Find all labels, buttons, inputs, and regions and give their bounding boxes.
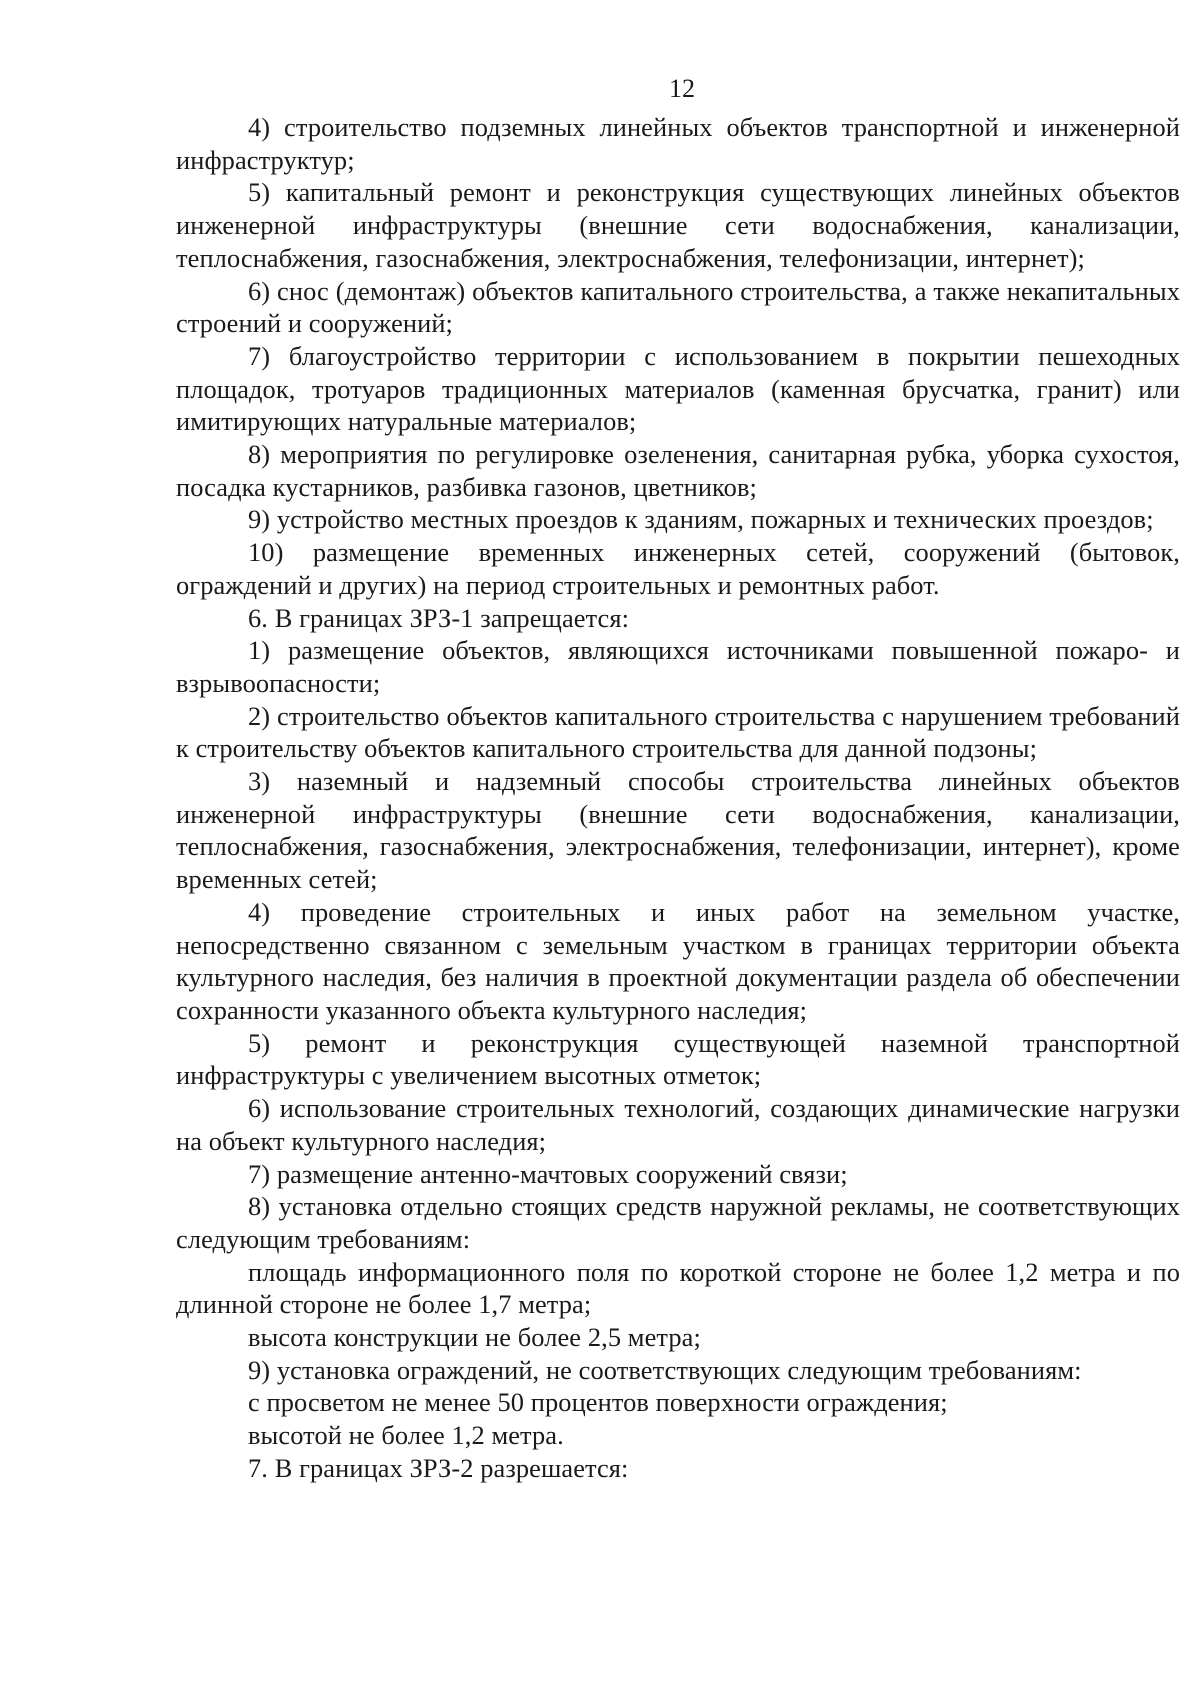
- paragraph: 1) размещение объектов, являющихся источниками повышенной пожаро- и взрывоопасности;: [176, 635, 1180, 698]
- paragraph: 9) устройство местных проездов к зданиям, пожарных и технических проездов;: [248, 504, 1154, 535]
- paragraph: 9) установка ограждений, не соответствующих следующим требованиям:: [248, 1354, 1082, 1385]
- paragraph: высотой не более 1,2 метра.: [248, 1420, 564, 1451]
- page-number: 12: [669, 74, 695, 103]
- paragraph: с просветом не менее 50 процентов поверхности ограждения;: [248, 1387, 948, 1418]
- paragraph: 2) строительство объектов капитального строительства с нарушением требований к строительству объектов капитального строительства для данной подзоны;: [176, 700, 1180, 764]
- paragraph: 10) размещение временных инженерных сетей, сооружений (бытовок, ограждений и других) на период строительных и ремонтных работ.: [176, 537, 1180, 600]
- paragraph: высота конструкции не более 2,5 метра;: [248, 1322, 701, 1353]
- paragraph: 4) строительство подземных линейных объектов транспортной и инженерной инфраструктур;: [176, 112, 1180, 175]
- paragraph: 6) снос (демонтаж) объектов капитального строительства, а также некапитальных строений и сооружений;: [176, 275, 1180, 339]
- paragraph: 3) наземный и надземный способы строительства линейных объектов инженерной инфраструктуры (внешние сети водоснабжения, канализации, теплоснабжения, газоснабжения, электроснабжения, телефонизации, интернет), кроме временных сетей;: [176, 766, 1180, 895]
- paragraph: 5) капитальный ремонт и реконструкция существующих линейных объектов инженерной инфраструктуры (внешние сети водоснабжения, канализации, теплоснабжения, газоснабжения, электроснабжения, телефонизации, интернет);: [176, 177, 1180, 273]
- paragraph: 7) размещение антенно-мачтовых сооружений связи;: [248, 1158, 848, 1189]
- paragraph: 4) проведение строительных и иных работ на земельном участке, непосредственно связанном с земельным участком в границах территории объекта культурного наследия, без наличия в проектной документации раздела об обеспечении сохранности указанного объекта культурного наследия;: [176, 896, 1180, 1025]
- paragraph: площадь информационного поля по короткой стороне не более 1,2 метра и по длинной стороне не более 1,7 метра;: [176, 1256, 1180, 1320]
- paragraph: 7) благоустройство территории с использованием в покрытии пешеходных площадок, тротуаров традиционных материалов (каменная брусчатка, гранит) или имитирующих натуральные материалов;: [176, 340, 1180, 437]
- paragraph: 6) использование строительных технологий, создающих динамические нагрузки на объект культурного наследия;: [176, 1093, 1180, 1156]
- section-heading: 6. В границах ЗРЗ-1 запрещается:: [248, 602, 630, 633]
- paragraph: 5) ремонт и реконструкция существующей наземной транспортной инфраструктуры с увеличением высотных отметок;: [176, 1027, 1180, 1091]
- document-body: [176, 111, 1180, 1485]
- paragraph: 8) установка отдельно стоящих средств наружной рекламы, не соответствующих следующим требованиям:: [176, 1191, 1180, 1254]
- section-heading: 7. В границах ЗРЗ-2 разрешается:: [248, 1452, 629, 1483]
- paragraph: 8) мероприятия по регулировке озеленения, санитарная рубка, уборка сухостоя, посадка кустарников, разбивка газонов, цветников;: [176, 439, 1180, 502]
